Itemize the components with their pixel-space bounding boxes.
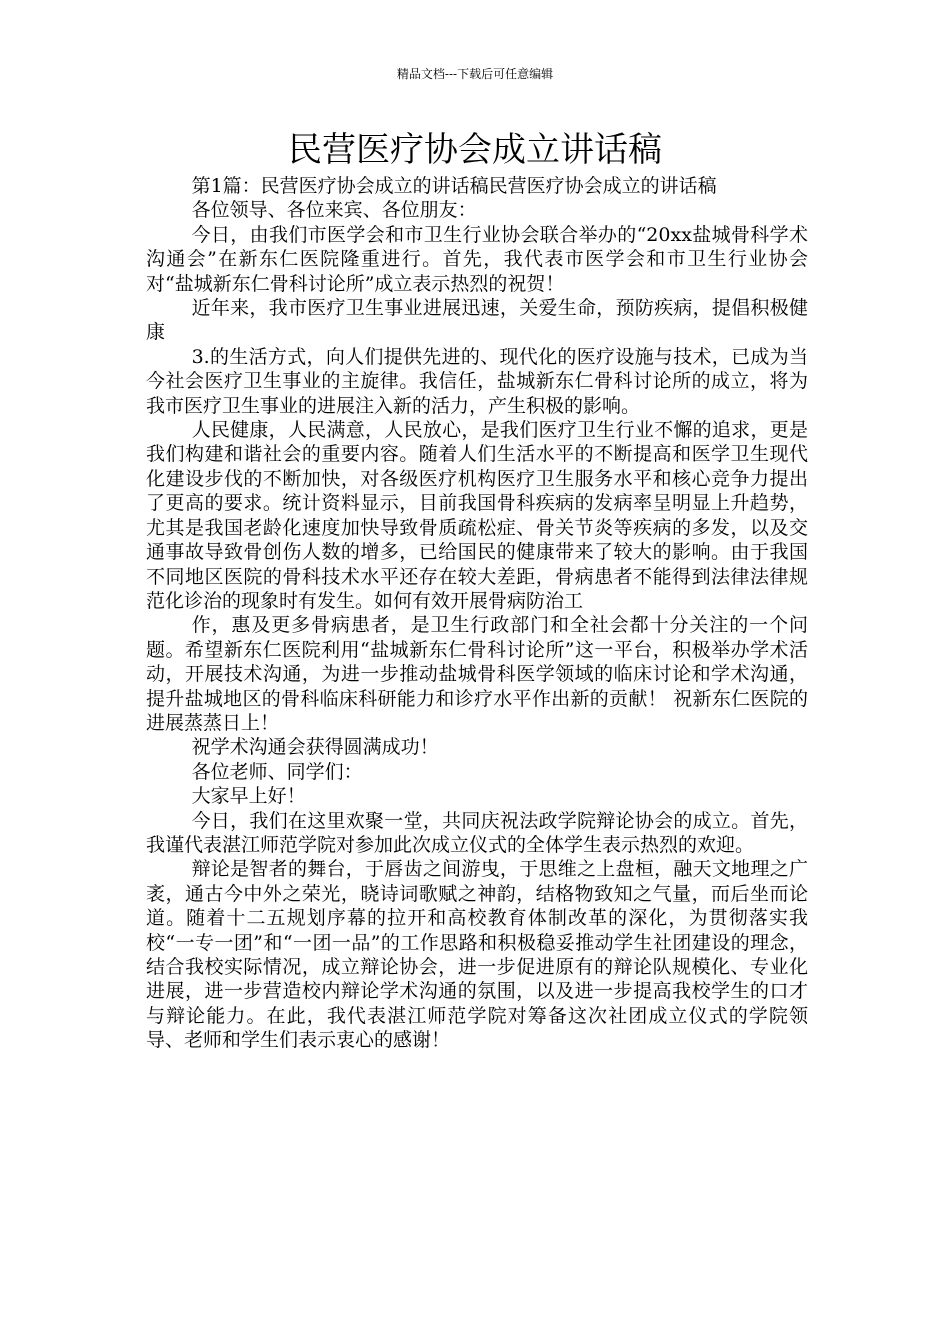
paragraph-wish-success: 祝学术沟通会获得圆满成功！ bbox=[191, 736, 439, 759]
paragraph-public-health: 人民健康，人民满意，人民放心，是我们医疗卫生行业不懈的追求，更是我们构建和谐社会的重要内容。随着人们生活水平的不断提高和医学卫生现代化建设步伐的不断加快，对各级医疗机构医疗卫生服务水平和核心竞争力提出了更高的要求。统计资料显示，目前我国骨科疾病的发病率呈明显上升趋势，尤其是我国老龄化速度加快导致骨质疏松症、骨关节炎等疾病的多发，以及交通事故导致骨创伤人数的增多，已给国民的健康带来了较大的影响。由于我国不同地区医院的骨科技术水平还存在较大差距，骨病患者不能得到法律法律规范化诊治的现象时有发生。如何有效开展骨病防治工 bbox=[146, 419, 808, 612]
paragraph-salutation-teachers: 各位老师、同学们： bbox=[191, 760, 363, 783]
document-title: 民营医疗协会成立讲话稿 bbox=[288, 130, 662, 170]
paragraph-lifestyle: 3.的生活方式，向人们提供先进的、现代化的医疗设施与技术，已成为当今社会医疗卫生事业的主旋律。我信任，盐城新东仁骨科讨论所的成立，将为我市医疗卫生事业的进展注入新的活力，产生积极的影响。 bbox=[146, 345, 808, 417]
paragraph-chapter-heading: 第1篇：民营医疗协会成立的讲话稿民营医疗协会成立的讲话稿 bbox=[191, 175, 717, 197]
paragraph-debate-body: 辩论是智者的舞台，于唇齿之间游曳，于思维之上盘桓，融天文地理之广袤，通古今中外之荣光，晓诗词歌赋之神韵，结格物致知之气量，而后坐而论道。随着十二五规划序幕的拉开和高校教育体制改革的深化，为贯彻落实我校“一专一团”和“一团一品”的工作思路和积极稳妥推动学生社团建设的理念，结合我校实际情况，成立辩论协会，进一步促进原有的辩论队规模化、专业化进展，进一步营造校内辩论学术沟通的氛围，以及进一步提高我校学生的口才与辩论能力。在此，我代表湛江师范学院对筹备这次社团成立仪式的学院领导、老师和学生们表示衷心的感谢！ bbox=[146, 858, 808, 1052]
header-note: 精品文档---下载后可任意编辑 bbox=[396, 67, 554, 81]
paragraph-opening: 今日，由我们市医学会和市卫生行业协会联合举办的“20xx盐城骨科学术沟通会”在新东仁医院隆重进行。首先，我代表市医学会和市卫生行业协会对“盐城新东仁骨科讨论所”成立表示热烈的祝贺！ bbox=[146, 223, 808, 295]
paragraph-salutation-guests: 各位领导、各位来宾、各位朋友： bbox=[191, 199, 477, 222]
document-body bbox=[146, 174, 808, 1053]
paragraph-greeting: 大家早上好！ bbox=[191, 785, 306, 808]
paragraph-recent-years: 近年来，我市医疗卫生事业进展迅速，关爱生命，预防疾病，提倡积极健康 bbox=[146, 297, 808, 344]
paragraph-hopes: 作，惠及更多骨病患者，是卫生行政部门和全社会都十分关注的一个问题。希望新东仁医院利用“盐城新东仁骨科讨论所”这一平台，积极举办学术活动，开展技术沟通，为进一步推动盐城骨科医学领域的临床讨论和学术沟通，提升盐城地区的骨科临床科研能力和诊疗水平作出新的贡献！ 祝新东仁医院的进展蒸蒸日上！ bbox=[146, 614, 808, 734]
paragraph-debate-opening: 今日，我们在这里欢聚一堂，共同庆祝法政学院辩论协会的成立。首先，我谨代表湛江师范学院对参加此次成立仪式的全体学生表示热烈的欢迎。 bbox=[146, 809, 808, 856]
